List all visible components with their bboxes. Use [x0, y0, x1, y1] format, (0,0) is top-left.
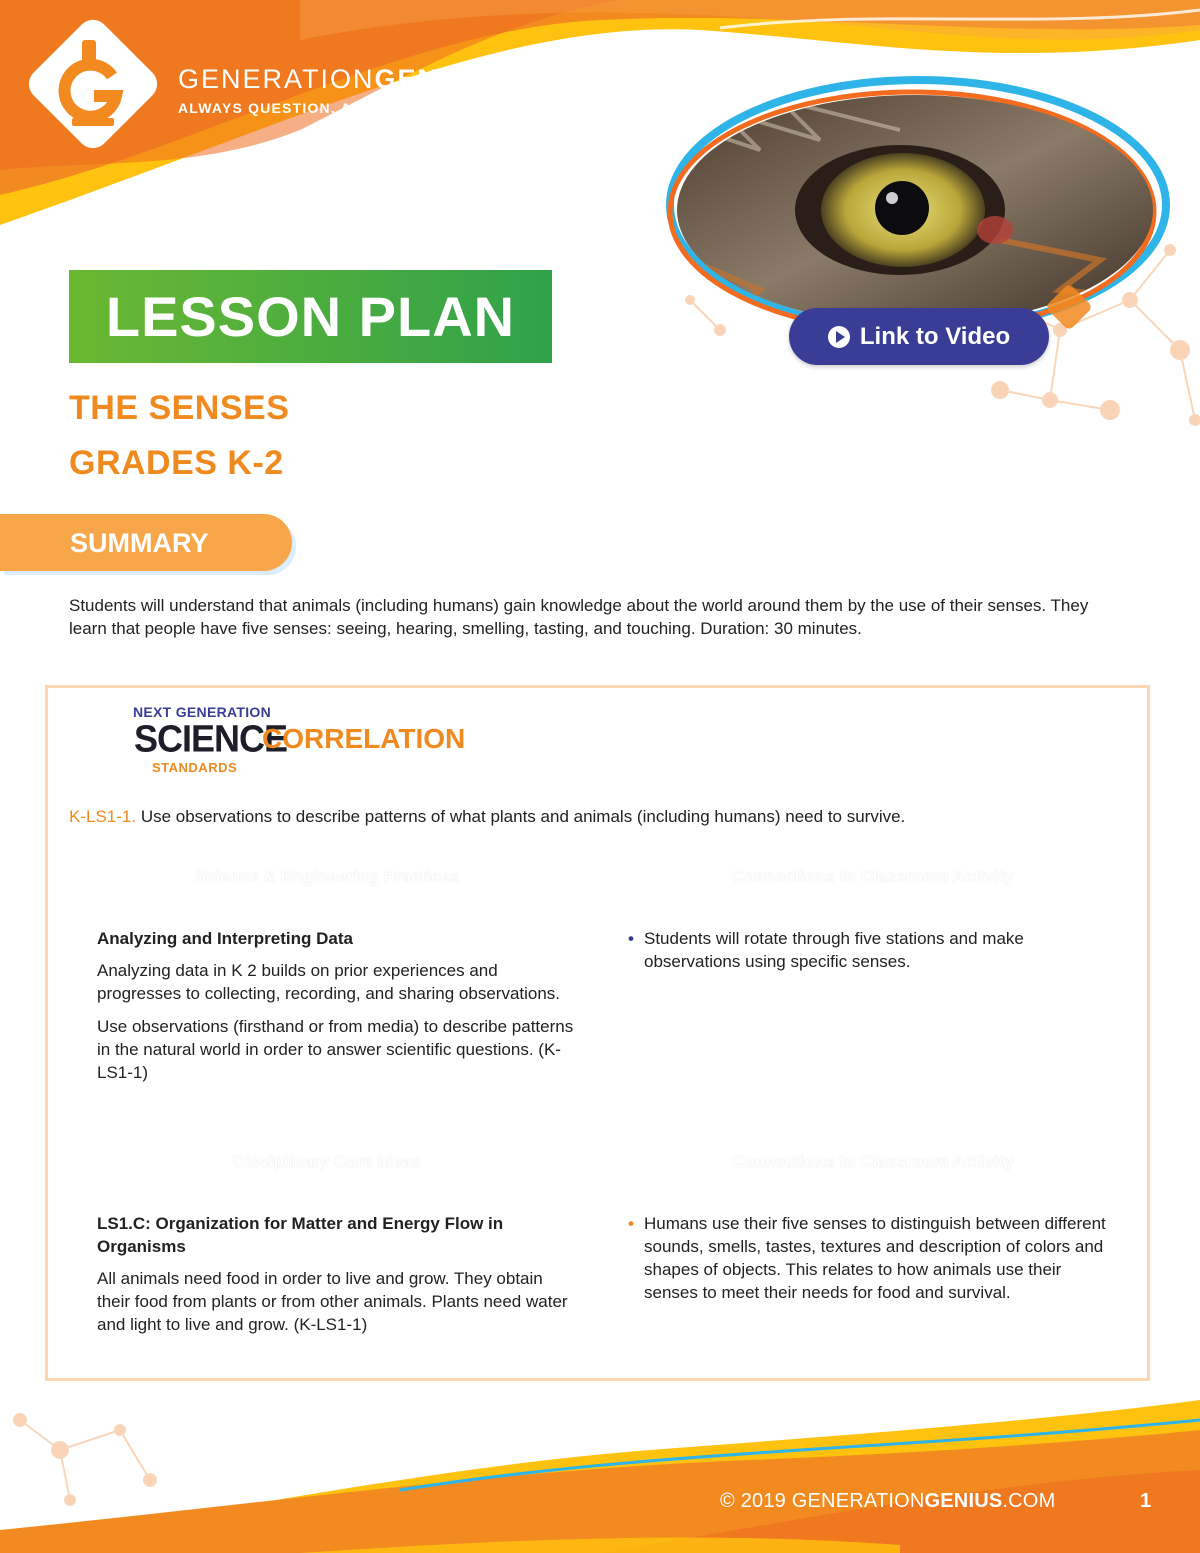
core-ideas-header: Disciplinary Core Ideas: [232, 1152, 422, 1171]
play-icon: [828, 326, 850, 348]
topic-title: THE SENSES: [69, 389, 290, 427]
grades-title: GRADES K-2: [69, 444, 284, 482]
summary-tab: [0, 514, 292, 571]
molecule-network-bottom: [14, 1414, 156, 1505]
summary-text: Students will understand that animals (including humans) gain knowledge about the world around them by the use of their senses. They learn that people have five senses: seeing, hearing, smelling, tasting, and touching. Duration: 30 minutes.: [69, 596, 1089, 638]
practice-paragraph-1: Analyzing data in K 2 builds on prior experiences and progresses to collecting, recording, and sharing observations.: [97, 961, 561, 1003]
ngss-correlation-heading: CORRELATION: [262, 723, 466, 754]
standard-code: K-LS1-1.: [69, 807, 137, 826]
connection-text-2: Humans use their five senses to distinguish between different sounds, smells, tastes, textures and description of colors and shapes of objects. This relates to how animals use their senses to meet their needs for food and survival.: [644, 1214, 1106, 1302]
ngss-next-generation: NEXT GENERATION: [133, 704, 272, 720]
brand-name: GENERATIONGENIUS: [178, 64, 491, 94]
core-ideas-cell: [97, 1212, 577, 1336]
lesson-plan-banner: [69, 270, 552, 363]
summary-heading: SUMMARY: [70, 528, 209, 558]
lesson-plan-title: LESSON PLAN: [105, 285, 516, 348]
core-idea-text: All animals need food in order to live and grow. They obtain their food from plants or from other animals. Plants need water and light to live and grow. (K-LS1-1): [97, 1269, 568, 1334]
connection-cell-1: [628, 927, 1108, 973]
bullet-icon: •: [628, 929, 634, 948]
practices-header: Science & Engineering Practices: [194, 867, 460, 886]
bullet-icon: •: [628, 1214, 634, 1233]
practice-title: Analyzing and Interpreting Data: [97, 929, 353, 948]
connection-cell-2: [628, 1212, 1108, 1304]
brand-tagline: ALWAYS QUESTION. ALWAYS WONDER.: [178, 100, 487, 116]
core-idea-title: LS1.C: Organization for Matter and Energy Flow in Organisms: [97, 1214, 504, 1256]
list-item: [628, 927, 1108, 973]
connection-text-1: Students will rotate through five stations and make observations using specific senses.: [644, 929, 1024, 971]
footer-copyright: © 2019 GENERATIONGENIUS.COM: [720, 1490, 1056, 1512]
practices-cell: [97, 927, 577, 1084]
standard-statement: [69, 807, 905, 827]
connections-header-2: Connections to Classroom Activity: [732, 1152, 1014, 1171]
list-item: [628, 1212, 1108, 1304]
standard-text: Use observations to describe patterns of what plants and animals (including humans) need to survive.: [136, 807, 906, 826]
connections-header-1: Connections to Classroom Activity: [732, 867, 1014, 886]
practice-paragraph-2: Use observations (firsthand or from media) to describe patterns in the natural world in order to answer scientific questions. (K-LS1-1): [97, 1017, 574, 1082]
link-to-video-button[interactable]: [789, 308, 1049, 365]
ngss-standards: STANDARDS: [152, 760, 238, 775]
page-number: 1: [1140, 1490, 1152, 1512]
ngss-science: SCIENCE: [134, 716, 288, 760]
link-to-video-label: Link to Video: [859, 322, 1011, 350]
